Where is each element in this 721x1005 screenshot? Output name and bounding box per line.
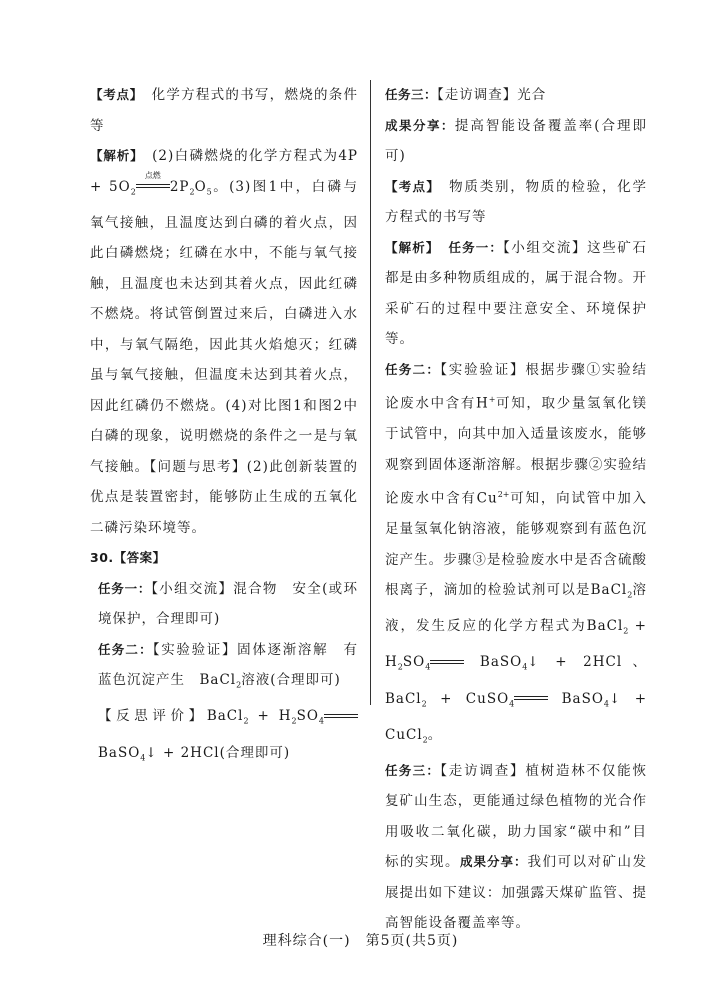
jiexi-task1: [385, 233, 647, 355]
task1-label: 任务一：: [448, 239, 504, 255]
sup: 2+: [497, 490, 510, 499]
sub: 5: [206, 187, 212, 197]
task2-label: 任务二：: [385, 361, 441, 377]
sub: 4: [425, 663, 431, 673]
task3-label: 任务三：: [385, 762, 441, 778]
jiexi-text-4: 。(3)图1中，白磷与氧气接触，且温度达到白磷的着火点，因此白磷燃烧；红磷在水中，不能与氧气接触，且温度也未达到其着火点，因此红磷不燃烧。将试管倒置过来后，白磷进入水中，与氧气隔绝，因此其火焰熄灭；红磷虽与氧气接触，但温度未达到其着火点，因此红磷仍不燃烧。(4)对比图1和图2中白磷的现象，说明燃烧的条件之一是与氧气接触。【问题与思考】(2)此创新装置的优点是装置密封，能够防止生成的五氧化二磷污染环境等。: [90, 178, 358, 536]
kaodian-paragraph: [385, 172, 647, 233]
fansi-text: BaSO: [98, 744, 141, 761]
sub: 4: [522, 663, 528, 673]
jiexi-label: 【解析】: [90, 148, 138, 163]
task1-text: 【小组交流】混合物 安全(或环境保护，合理即可): [98, 580, 358, 628]
sub: 2: [422, 735, 428, 745]
task2-text: SO: [402, 654, 426, 671]
jiexi-task2: [385, 355, 647, 756]
task1-answer: [90, 574, 358, 635]
jiexi-task3: [385, 756, 647, 939]
equals-sign: [430, 658, 464, 668]
sub: 2: [397, 663, 403, 673]
fansi-text: SO: [296, 708, 319, 725]
task2-answer: [90, 635, 358, 702]
equals-sign: [514, 694, 548, 704]
task1-text: 【小组交流】这些矿石都是由多种物质组成的，属于混合物。开采矿石的过程中要注意安全、环境保护等。: [385, 239, 647, 347]
jiexi-paragraph: [90, 141, 358, 543]
q30-answer-label: [90, 543, 358, 574]
sub: 4: [140, 753, 146, 763]
equals-sign: [136, 171, 170, 192]
reaction-condition: 点燃: [144, 171, 161, 180]
left-column: [90, 80, 358, 774]
equals-sign: [324, 712, 358, 722]
task2-text: 溶液，发生反应的化学方程式为BaCl: [385, 582, 647, 635]
task2-text: + CuSO: [426, 690, 510, 707]
q30-label: 30.【答案】: [90, 550, 166, 566]
sub: 4: [509, 699, 515, 709]
sub: 2: [627, 590, 633, 600]
task2-text: BaSO: [464, 654, 523, 671]
task2-text-end: 溶液(合理即可): [241, 672, 341, 689]
task2-text: 【实验验证】固体逐渐溶解 有蓝色沉淀产生 BaCl: [98, 641, 358, 689]
task3-label: 任务三：: [385, 87, 438, 102]
kaodian-label: 【考点】: [90, 87, 137, 102]
task3-answer: [385, 80, 647, 111]
task3-text: 【走访调查】植树造林不仅能恢复矿山生态，更能通过绿色植物的光合作用吸收二氧化碳，助力国家“碳中和”目标的实现。: [385, 762, 647, 871]
fansi-text: 【反思评价】BaCl: [98, 708, 244, 725]
share-label: 成果分享：: [460, 854, 528, 870]
share-text: 我们可以对矿山发展提出如下建议：加强露天煤矿监管、提高智能设备覆盖率等。: [385, 854, 647, 932]
task2-text: ↓ + CuCl: [385, 690, 648, 743]
share-answer: [385, 111, 647, 172]
task2-text: 。: [427, 726, 443, 743]
page-footer: 理科综合(一) 第5页(共5页): [262, 933, 459, 949]
sub: 2: [243, 717, 249, 727]
jiexi-text-3: O: [194, 178, 207, 195]
kaodian-label: 【考点】: [385, 178, 434, 194]
jiexi-text-1: (2)白磷燃烧的化学方程式为4P + 5O: [90, 148, 358, 195]
right-column: [385, 80, 647, 939]
sup: +: [488, 395, 496, 404]
kaodian-paragraph: [90, 80, 358, 141]
jiexi-label: 【解析】: [385, 239, 434, 255]
sub: 2: [189, 187, 195, 197]
task2-label: 任务二：: [98, 641, 153, 657]
column-divider: [370, 80, 371, 705]
sub: 2: [421, 699, 427, 709]
sub: 4: [603, 699, 609, 709]
fansi-text: + H: [248, 708, 292, 725]
jiexi-text-2: 2P: [169, 178, 190, 195]
share-text: 提高智能设备覆盖率(合理即可): [385, 117, 647, 164]
sub: 2: [130, 187, 136, 197]
task2-text: ↓ + 2HCl、BaCl: [385, 654, 647, 707]
sub: 4: [318, 717, 324, 727]
sub: 2: [291, 717, 297, 727]
task2-text: + H: [385, 618, 647, 671]
share-label: 成果分享：: [385, 117, 455, 133]
sub: 2: [236, 680, 242, 690]
task2-text: 可知，取少量氢氧化镁于试管中，向其中加入适量该废水，能够观察到固体逐渐溶解。根据步骤②实验结论废水中含有Cu: [385, 395, 647, 507]
task2-text: 可知，向试管中加入足量氢氧化钠溶液，能够观察到有蓝色沉淀产生。步骤③是检验废水中是否含硫酸根离子，滴加的检验试剂可以是BaCl: [385, 490, 648, 598]
task1-label: 任务一：: [98, 580, 152, 596]
kaodian-text: 化学方程式的书写，燃烧的条件等: [90, 87, 358, 134]
sub: 2: [623, 626, 629, 636]
task2-text: 【实验验证】根据步骤①实验结论废水中含有H: [385, 361, 647, 412]
task3-text: 【走访调查】光合: [437, 87, 547, 103]
kaodian-text: 物质类别，物质的检验，化学方程式的书写等: [385, 178, 647, 225]
fansi-answer: [90, 701, 358, 773]
task2-text: BaSO: [548, 690, 604, 707]
fansi-text: ↓ + 2HCl(合理即可): [145, 744, 291, 761]
